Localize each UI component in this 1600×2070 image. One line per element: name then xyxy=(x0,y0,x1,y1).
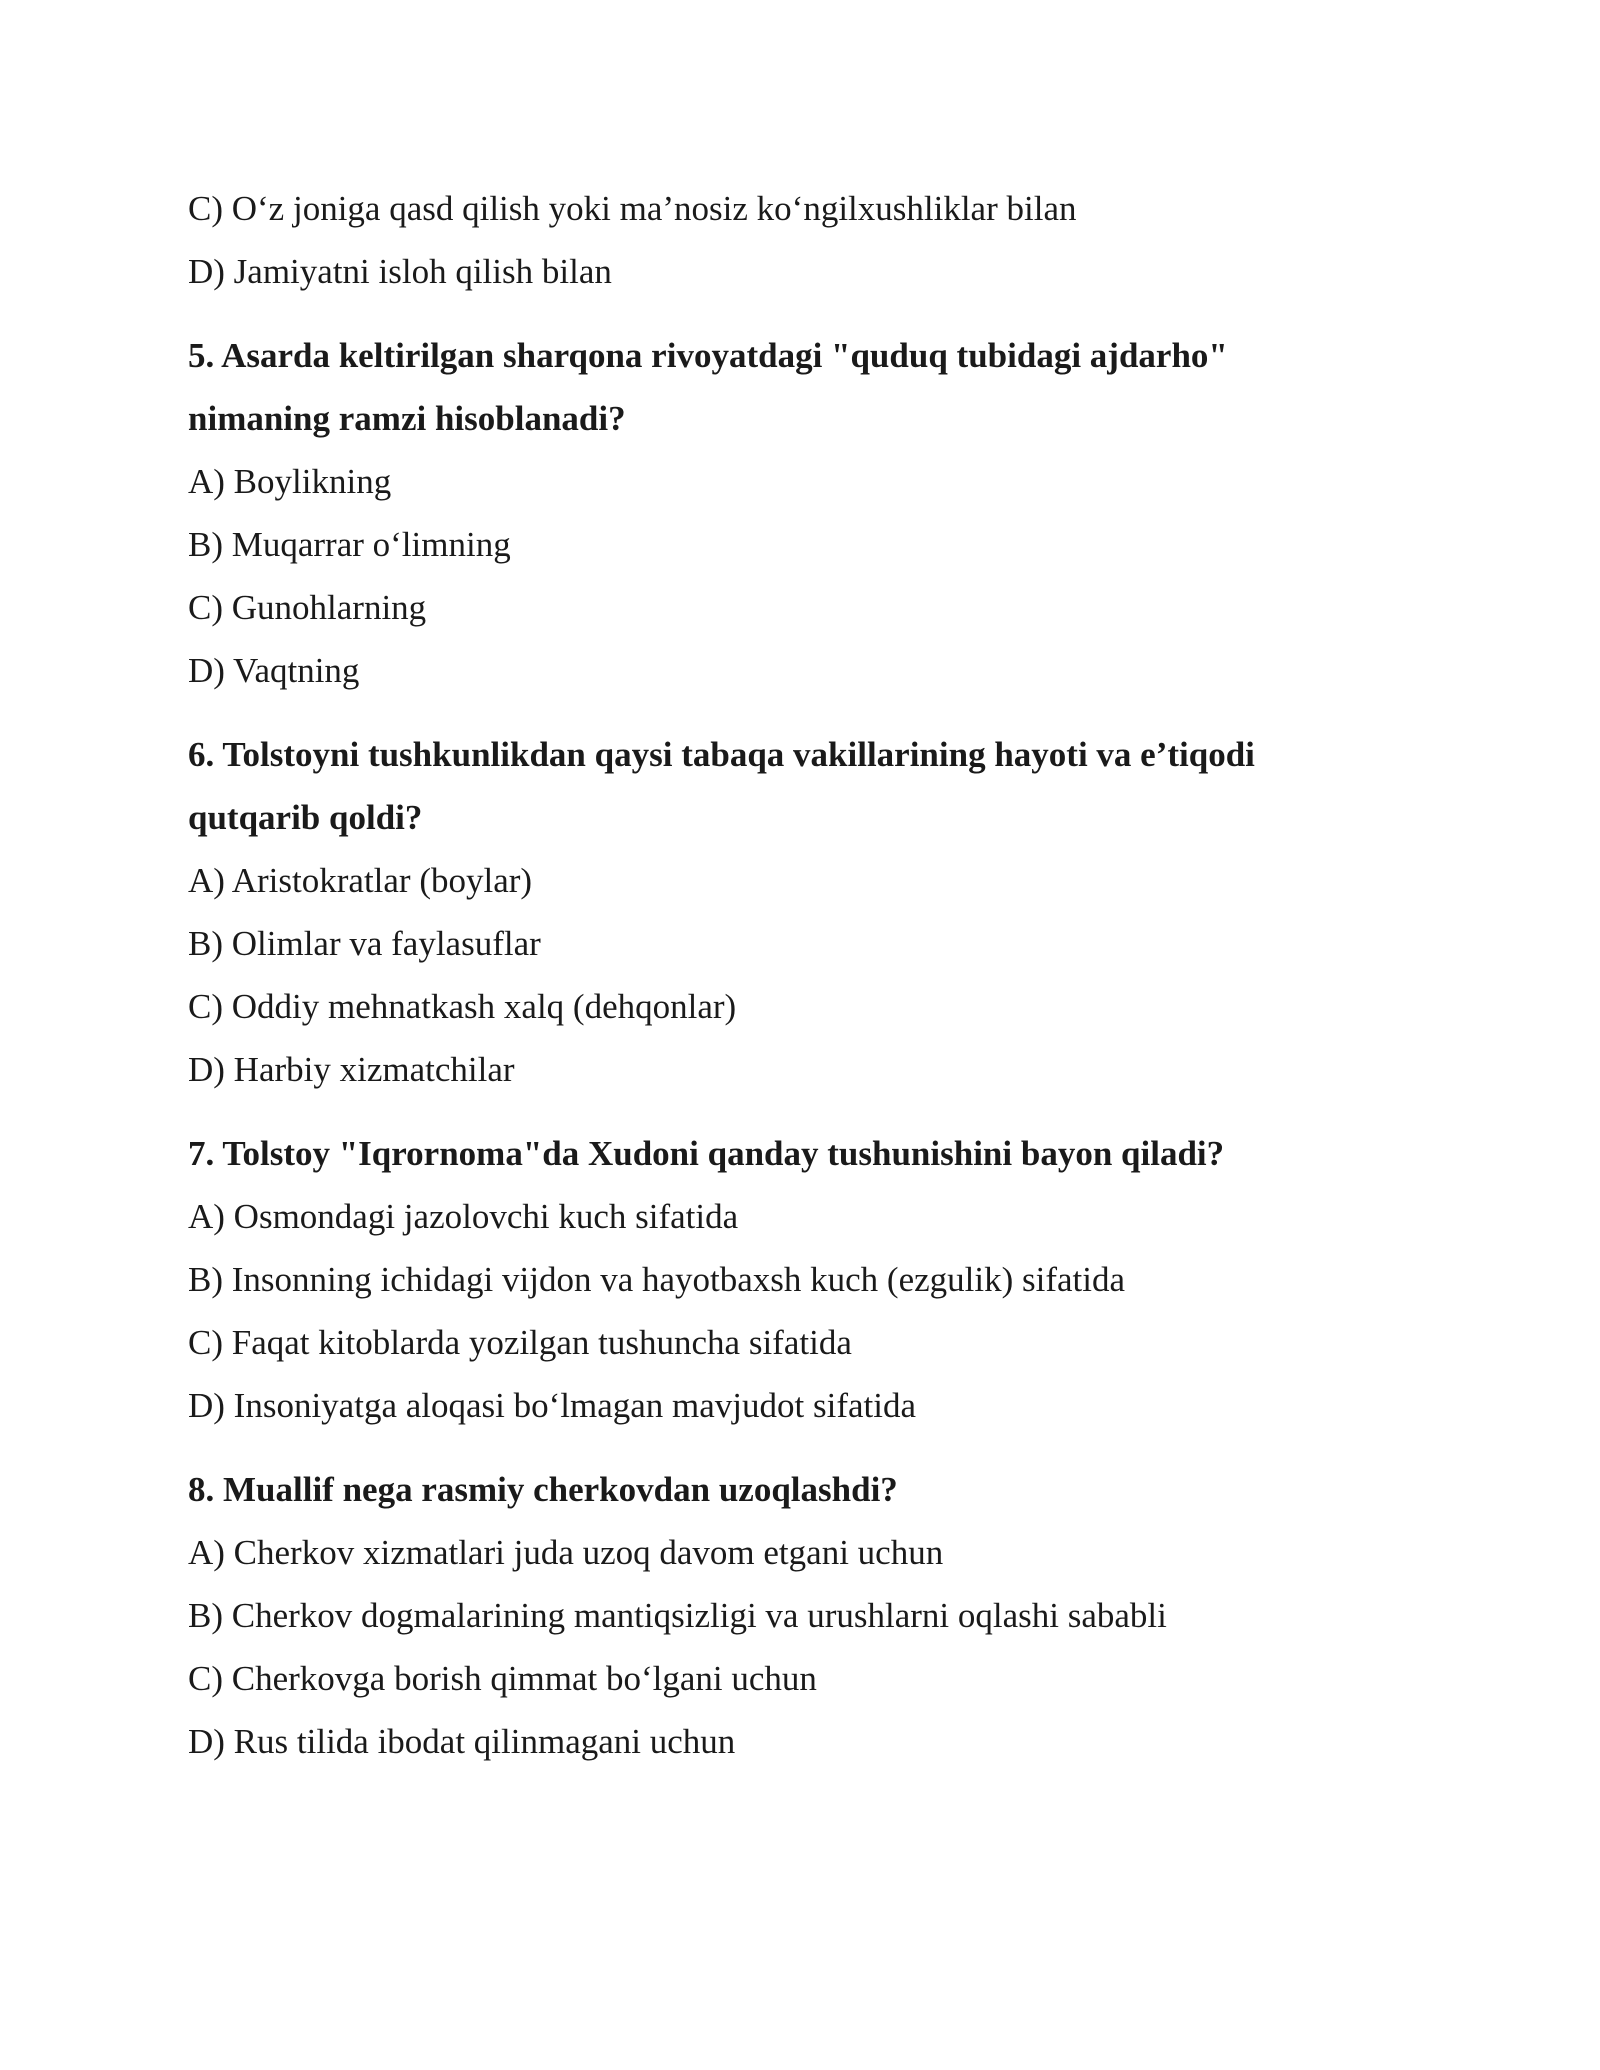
question-text: 5. Asarda keltirilgan sharqona rivoyatdagi "quduq tubidagi ajdarho" xyxy=(188,336,1228,375)
question-7 xyxy=(188,1122,1428,1437)
answer-option-c: C) O‘z joniga qasd qilish yoki ma’nosiz ko‘ngilxushliklar bilan xyxy=(188,189,1077,228)
answer-option-b: B) Olimlar va faylasuflar xyxy=(188,924,541,963)
answer-option-d: D) Harbiy xizmatchilar xyxy=(188,1050,515,1089)
answer-option-d: D) Vaqtning xyxy=(188,651,360,690)
answer-option-c: C) Oddiy mehnatkash xalq (dehqonlar) xyxy=(188,987,737,1026)
question-8 xyxy=(188,1458,1428,1773)
answer-option-c: C) Cherkovga borish qimmat bo‘lgani uchun xyxy=(188,1659,817,1698)
answer-option-a: A) Aristokratlar (boylar) xyxy=(188,861,533,900)
answer-option-a: A) Cherkov xizmatlari juda uzoq davom etgani uchun xyxy=(188,1533,944,1572)
question-text: 7. Tolstoy "Iqrornoma"da Xudoni qanday tushunishini bayon qiladi? xyxy=(188,1134,1225,1173)
answer-option-b: B) Cherkov dogmalarining mantiqsizligi va urushlarni oqlashi sababli xyxy=(188,1596,1167,1635)
question-text: nimaning ramzi hisoblanadi? xyxy=(188,399,626,438)
answer-option-d: D) Jamiyatni isloh qilish bilan xyxy=(188,252,612,291)
answer-option-c: C) Gunohlarning xyxy=(188,588,427,627)
question-text: 6. Tolstoyni tushkunlikdan qaysi tabaqa vakillarining hayoti va e’tiqodi xyxy=(188,735,1255,774)
answer-option-c: C) Faqat kitoblarda yozilgan tushuncha sifatida xyxy=(188,1323,852,1362)
answer-option-b: B) Muqarrar o‘limning xyxy=(188,525,511,564)
answer-option-d: D) Insoniyatga aloqasi bo‘lmagan mavjudot sifatida xyxy=(188,1386,917,1425)
question-text: qutqarib qoldi? xyxy=(188,798,423,837)
answer-option-a: A) Boylikning xyxy=(188,462,392,501)
answer-option-d: D) Rus tilida ibodat qilinmagani uchun xyxy=(188,1722,736,1761)
question-text: 8. Muallif nega rasmiy cherkovdan uzoqlashdi? xyxy=(188,1470,898,1509)
answer-option-a: A) Osmondagi jazolovchi kuch sifatida xyxy=(188,1197,739,1236)
answer-option-b: B) Insonning ichidagi vijdon va hayotbaxsh kuch (ezgulik) sifatida xyxy=(188,1260,1126,1299)
quiz-content xyxy=(188,177,1428,1773)
question-6 xyxy=(188,723,1428,1101)
question-5 xyxy=(188,324,1428,702)
continued-question-options xyxy=(188,177,1428,303)
